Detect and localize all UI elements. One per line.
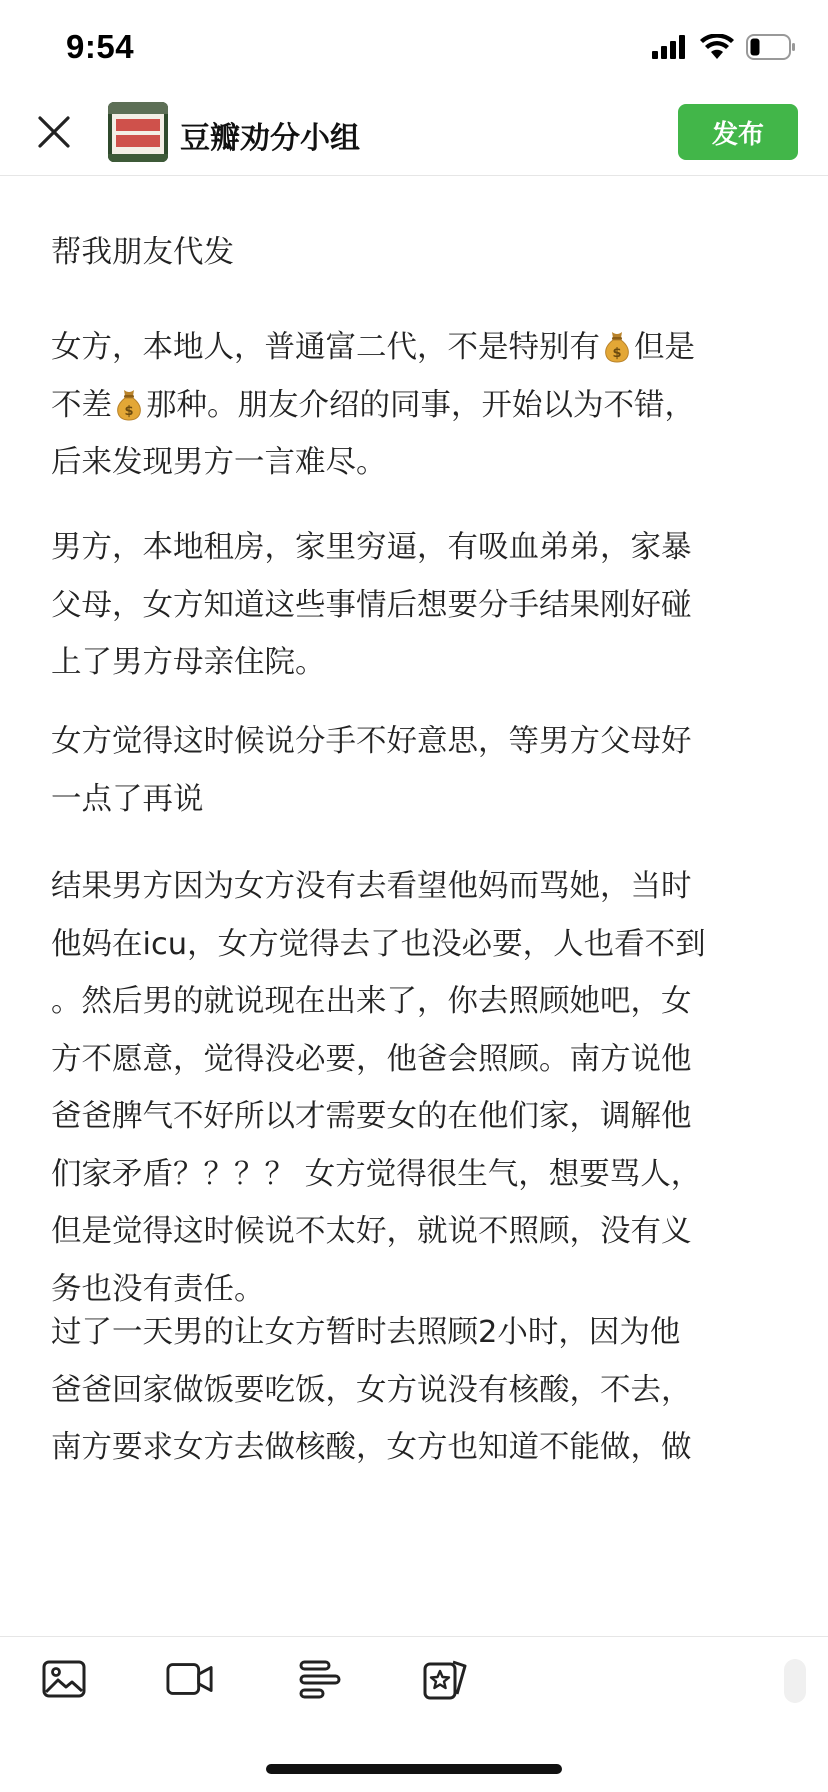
- image-icon: [42, 1660, 86, 1698]
- post-line: [51, 916, 781, 974]
- post-line: [51, 1304, 781, 1362]
- post-text: 务也没有责任。: [51, 1271, 265, 1307]
- sticker-icon: [423, 1658, 469, 1700]
- money-bag-icon: [602, 325, 632, 359]
- publish-button[interactable]: 发布: [678, 104, 798, 160]
- group-title[interactable]: 豆瓣劝分小组: [180, 121, 360, 156]
- post-editor[interactable]: [0, 176, 828, 1636]
- post-text: 们家矛盾？？？？ 女方觉得很生气，想要骂人，: [51, 1156, 702, 1192]
- insert-image-button[interactable]: [40, 1657, 88, 1701]
- post-line: [51, 1362, 781, 1420]
- post-text: 南方要求女方去做核酸，女方也知道不能做，做: [51, 1430, 692, 1465]
- post-line: [51, 713, 781, 771]
- post-paragraph: [51, 319, 781, 492]
- post-text: 结果男方因为女方没有去看望他妈而骂她，当时: [51, 869, 692, 904]
- text-format-button[interactable]: [296, 1657, 344, 1701]
- post-text: 那种。朋友介绍的同事，开始以为不错，: [146, 387, 695, 423]
- post-line: [51, 377, 781, 435]
- post-line: [51, 1031, 781, 1089]
- post-line: [51, 434, 781, 492]
- post-text: 爸爸脾气不好所以才需要女的在他们家，调解他: [51, 1099, 692, 1134]
- post-line: [51, 858, 781, 916]
- group-avatar: [108, 102, 168, 162]
- post-line: [51, 973, 781, 1031]
- post-text: 但是觉得这时候说不太好，就说不照顾，没有义: [51, 1214, 692, 1249]
- post-line: [51, 634, 781, 692]
- post-line: [51, 771, 781, 829]
- post-text: 不差: [51, 387, 112, 423]
- post-line: [51, 577, 781, 635]
- post-paragraph: [51, 519, 781, 692]
- post-text: 后来发现男方一言难尽。: [51, 445, 387, 480]
- post-paragraph: [51, 858, 781, 1318]
- scroll-handle[interactable]: [784, 1659, 806, 1703]
- post-text: 男方，本地租房，家里穷逼，有吸血弟弟，家暴: [51, 530, 692, 565]
- svg-text:$: $: [124, 403, 134, 419]
- post-text: 帮我朋友代发: [51, 235, 234, 270]
- post-line: [51, 1088, 781, 1146]
- post-paragraph: [51, 713, 781, 828]
- signal-icon: [652, 35, 688, 63]
- post-line: [51, 519, 781, 577]
- close-button[interactable]: [32, 110, 76, 154]
- post-text: 爸爸回家做饭要吃饭，女方说没有核酸，不去，: [51, 1372, 692, 1408]
- post-line: [51, 224, 781, 282]
- post-text: 女方觉得这时候说分手不好意思，等男方父母好: [51, 724, 692, 759]
- header: [0, 96, 828, 176]
- insert-video-button[interactable]: [166, 1657, 214, 1701]
- post-text: 方不愿意，觉得没必要，他爸会照顾。南方说他: [51, 1041, 692, 1077]
- post-text: 他妈在icu，女方觉得去了也没必要，人也看不到: [51, 926, 706, 962]
- status-time: 9:54: [66, 28, 135, 65]
- status-icons: [652, 34, 796, 64]
- post-line: [51, 1419, 781, 1477]
- status-bar: [0, 0, 828, 96]
- post-line: [51, 319, 781, 377]
- post-text: 女方，本地人，普通富二代，不是特别有: [51, 330, 600, 365]
- post-line: [51, 1146, 781, 1204]
- text-format-icon: [299, 1659, 341, 1699]
- close-icon: [37, 115, 71, 149]
- money-bag-icon: [114, 383, 144, 417]
- post-text: 父母，女方知道这些事情后想要分手结果刚好碰: [51, 587, 692, 623]
- post-line: [51, 1203, 781, 1261]
- post-text: 但是: [634, 330, 695, 365]
- video-icon: [166, 1662, 214, 1696]
- post-text: 。然后男的就说现在出来了，你去照顾她吧，女: [51, 984, 692, 1019]
- home-indicator[interactable]: [266, 1764, 562, 1774]
- post-paragraph: [51, 224, 781, 282]
- wifi-icon: [700, 34, 734, 64]
- post-paragraph: [51, 1304, 781, 1477]
- sticker-button[interactable]: [422, 1657, 470, 1701]
- editor-toolbar: [0, 1636, 828, 1720]
- post-text: 一点了再说: [51, 781, 204, 817]
- post-text: 过了一天男的让女方暂时去照顾2小时，因为他: [51, 1315, 681, 1350]
- svg-text:$: $: [612, 346, 622, 361]
- battery-icon: [746, 34, 796, 64]
- post-text: 上了男方母亲住院。: [51, 645, 326, 680]
